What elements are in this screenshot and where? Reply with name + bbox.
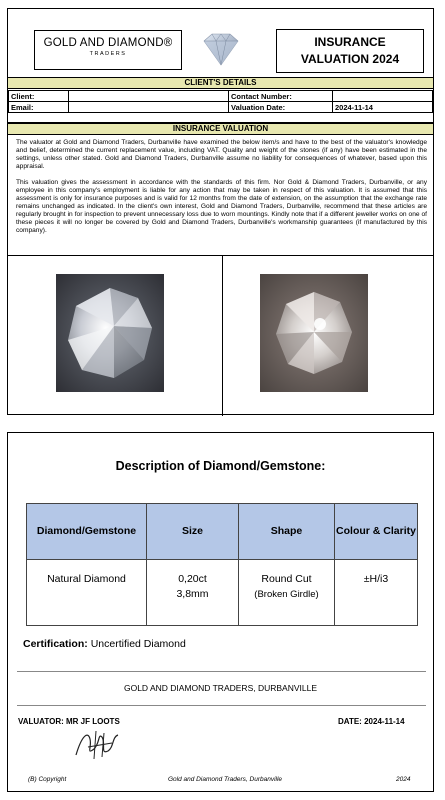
copyright-text: (B) Copyright xyxy=(28,776,67,783)
header-gemstone: Diamond/Gemstone xyxy=(27,504,147,560)
shape-cut: Round Cut xyxy=(261,573,312,585)
size-carat: 0,20ct xyxy=(178,573,207,585)
cell-colour-clarity: ±H/i3 xyxy=(335,560,418,626)
valuation-paragraph-1: The valuator at Gold and Diamond Traders, Durbanville have examined the below item/s and have to the best of the valuator's knowledge and belief, determined the current replacement value, including VAT. Quality and weight of the stones (if any) have been estimated in the settings, unless other stated. Gold and Diamond Traders, Durbanville assume no liability for consequences of whatever, based upon this appraisal. xyxy=(16,139,427,170)
logo-subtext: TRADERS xyxy=(89,51,127,57)
photo-divider xyxy=(222,256,223,416)
date-label: DATE: xyxy=(338,717,362,726)
client-value xyxy=(69,91,229,102)
certification xyxy=(23,638,186,650)
cell-shape xyxy=(239,560,335,626)
table-row xyxy=(27,560,418,626)
divider-bottom xyxy=(17,705,426,706)
company-logo xyxy=(34,30,182,70)
description-title: Description of Diamond/Gemstone: xyxy=(115,459,326,473)
diamond-photo-top xyxy=(56,274,164,392)
diamond-photo-side xyxy=(260,274,368,392)
shape-note: (Broken Girdle) xyxy=(254,589,319,600)
valuation-page xyxy=(7,8,434,415)
header-shape: Shape xyxy=(239,504,335,560)
cell-size xyxy=(147,560,239,626)
valuation-date xyxy=(338,717,405,726)
document-title xyxy=(276,29,424,73)
certification-label: Certification: xyxy=(23,638,88,650)
logo-text: GOLD AND DIAMOND® xyxy=(43,37,173,49)
contact-value xyxy=(333,91,433,102)
client-label: Client: xyxy=(9,91,69,102)
company-name: GOLD AND DIAMOND TRADERS, DURBANVILLE xyxy=(123,683,318,693)
email-label: Email: xyxy=(9,102,69,113)
client-details-table xyxy=(8,90,433,113)
insurance-valuation-band: INSURANCE VALUATION xyxy=(8,123,433,135)
table-header-row xyxy=(27,504,418,560)
header-colour-clarity: Colour & Clarity xyxy=(335,504,418,560)
valuation-date-label: Valuation Date: xyxy=(229,102,333,113)
valuation-paragraph-2: This valuation gives the assessment in accordance with the standards of this firm. Nor Gold & Diamond Traders, Durbanville, or any employee in this company's employment is liable for any action that may be taken in respect of this valuation. It is assumed that this assessment is only for insurance purposes and is valid for 12 months from the date of extension, on the assumption that the exchange rate remains unchanged as indicated. In the client's own interest, Gold and Diamond Traders, Durbanville, recommend that these articles are regularly brought in for inspection to prevent unnecessary loss due to worn mountings. Kindly note that if a different jeweller works on one of these pieces it will no longer be covered by Gold and Diamond Traders, Durbanville's workmanship guarantees (if manufactured by this company). xyxy=(16,179,427,234)
spacer-row xyxy=(8,113,433,123)
clients-details-band: CLIENT'S DETAILS xyxy=(8,77,433,89)
email-value xyxy=(69,102,229,113)
date-value: 2024-11-14 xyxy=(364,717,405,726)
footer-year: 2024 xyxy=(396,776,411,783)
diamond-photos xyxy=(8,255,433,415)
diamond-icon xyxy=(198,31,244,67)
certification-value: Uncertified Diamond xyxy=(90,638,186,650)
valuation-date-value: 2024-11-14 xyxy=(333,102,433,113)
header xyxy=(8,9,433,79)
title-line-1: INSURANCE xyxy=(314,35,386,49)
title-line-2: VALUATION 2024 xyxy=(300,52,400,66)
divider-top xyxy=(17,671,426,672)
gemstone-table xyxy=(26,503,418,626)
footer-company: Gold and Diamond Traders, Durbanville xyxy=(168,776,283,783)
cell-gemstone: Natural Diamond xyxy=(27,560,147,626)
header-size: Size xyxy=(147,504,239,560)
contact-label: Contact Number: xyxy=(229,91,333,102)
valuator-name: VALUATOR: MR JF LOOTS xyxy=(18,717,120,726)
signature-image xyxy=(68,725,128,765)
description-page xyxy=(7,432,434,792)
size-mm: 3,8mm xyxy=(176,588,209,600)
